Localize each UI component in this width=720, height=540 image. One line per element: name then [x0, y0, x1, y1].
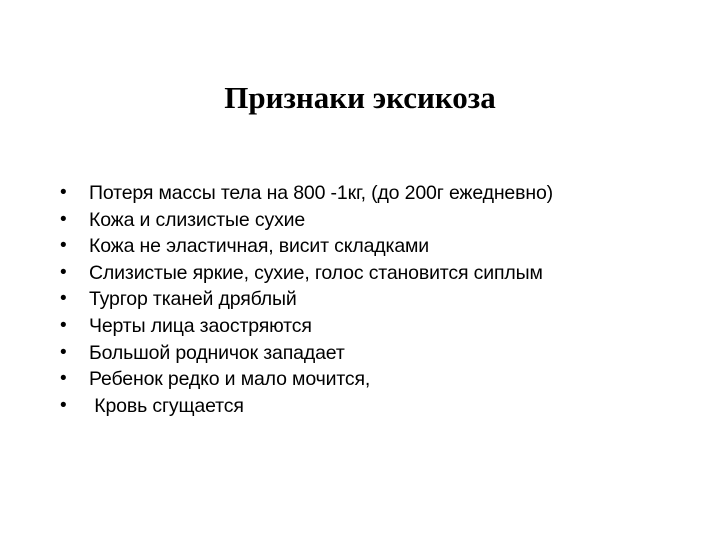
list-item-text: Ребенок редко и мало мочится,	[89, 368, 371, 391]
bullet-icon: •	[60, 288, 67, 310]
list-item-text: Кожа не эластичная, висит складками	[89, 235, 430, 258]
list-item-text: Тургор тканей дряблый	[89, 288, 297, 311]
bullet-icon: •	[60, 235, 67, 257]
list-item-text: Потеря массы тела на 800 -1кг, (до 200г ежедневно)	[89, 182, 553, 204]
list-item	[60, 393, 700, 420]
list-item-text: Кровь сгущается	[89, 394, 244, 417]
list-item-text: Черты лица заостряются	[89, 314, 312, 337]
bullet-list	[60, 180, 700, 419]
list-item	[60, 180, 700, 207]
list-item-text: Слизистые яркие, сухие, голос становится сиплым	[89, 261, 543, 284]
bullet-icon: •	[60, 182, 67, 203]
list-item	[60, 313, 700, 340]
list-item	[60, 286, 700, 313]
list-item	[60, 366, 700, 393]
bullet-icon: •	[60, 314, 67, 336]
bullet-icon: •	[60, 368, 67, 390]
list-item	[60, 233, 700, 260]
list-item-text: Большой родничок западает	[89, 341, 345, 364]
bullet-icon: •	[60, 261, 67, 283]
bullet-icon: •	[60, 394, 67, 416]
bullet-icon: •	[60, 341, 67, 363]
list-item	[60, 260, 700, 287]
bullet-icon: •	[60, 208, 67, 230]
slide-title: Признаки эксикоза	[224, 80, 496, 115]
list-item	[60, 207, 700, 234]
list-item-text: Кожа и слизистые сухие	[89, 208, 306, 231]
list-item	[60, 340, 700, 367]
